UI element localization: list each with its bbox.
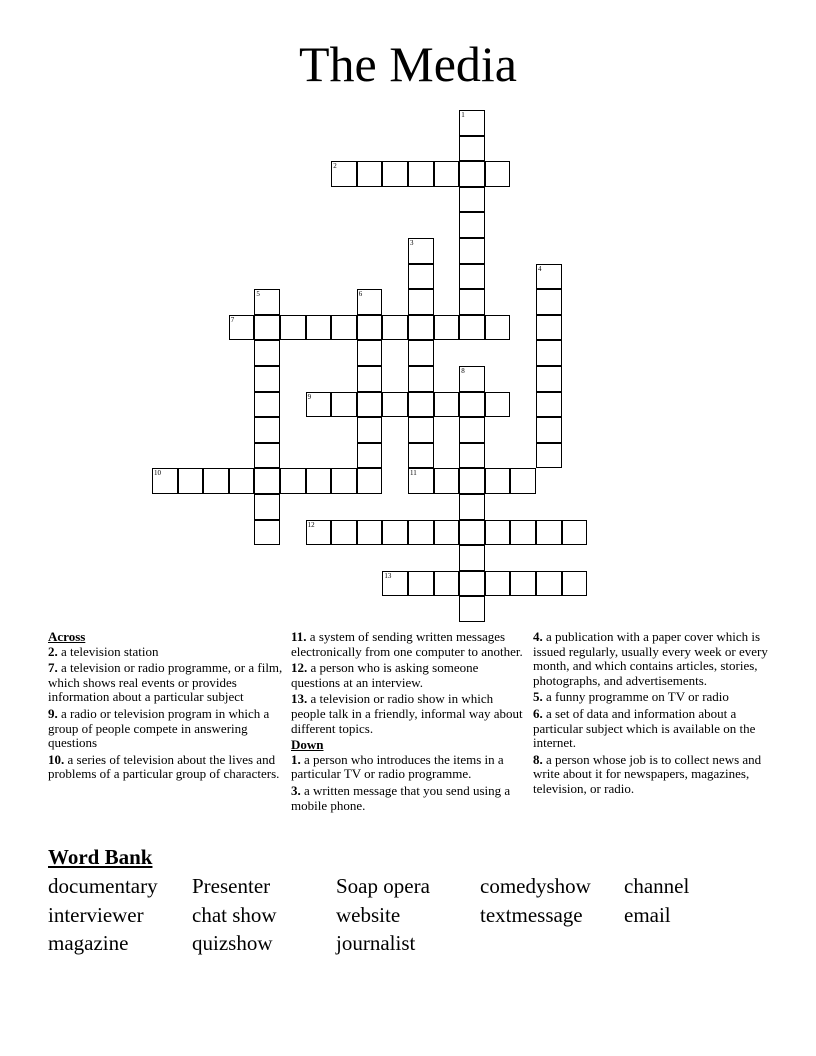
grid-cell[interactable] (459, 366, 485, 392)
clue-across-11: 11. a system of sending written messages electronically from one computer to another. (291, 629, 523, 659)
grid-cell[interactable] (408, 417, 434, 443)
grid-cell[interactable] (408, 340, 434, 366)
grid-cell[interactable] (357, 417, 383, 443)
grid-cell[interactable] (459, 315, 485, 341)
grid-cell[interactable] (254, 417, 280, 443)
grid-cell[interactable] (408, 520, 434, 546)
clue-across-12: 12. a person who is asking someone questions at an interview. (291, 660, 479, 690)
grid-cell[interactable] (408, 392, 434, 418)
clue-number: 11 (410, 469, 417, 478)
grid-cell[interactable] (306, 315, 332, 341)
clue-across-2: 2. a television station (48, 643, 159, 659)
word-bank-item: textmessage (480, 903, 583, 927)
grid-cell[interactable] (459, 212, 485, 238)
grid-cell[interactable] (357, 520, 383, 546)
grid-cell[interactable] (382, 520, 408, 546)
grid-cell[interactable] (229, 468, 255, 494)
clue-number: 4 (538, 264, 542, 273)
clue-across-7: 7. a television or radio programme, or a film, which shows real events or provides information about a particular subject (48, 660, 283, 705)
word-bank-item: Presenter (192, 874, 271, 898)
grid-cell[interactable] (408, 289, 434, 315)
grid-cell[interactable] (254, 520, 280, 546)
grid-cell[interactable] (459, 571, 485, 597)
grid-cell[interactable] (254, 443, 280, 469)
grid-cell[interactable] (331, 161, 357, 187)
grid-cell[interactable] (536, 340, 562, 366)
grid-cell[interactable] (459, 392, 485, 418)
grid-cell[interactable] (562, 520, 588, 546)
grid-cell[interactable] (331, 520, 357, 546)
grid-cell[interactable] (485, 315, 511, 341)
grid-cell[interactable] (229, 315, 255, 341)
word-bank-item: magazine (48, 931, 129, 955)
grid-cell[interactable] (254, 289, 280, 315)
clue-down-5: 5. a funny programme on TV or radio (533, 689, 729, 705)
grid-cell[interactable] (280, 315, 306, 341)
clue-across-10: 10. a series of television about the lives and problems of a particular group of characters. (48, 751, 280, 782)
grid-cell[interactable] (536, 315, 562, 341)
clues-column-2 (291, 630, 527, 815)
grid-cell[interactable] (357, 161, 383, 187)
grid-cell[interactable] (434, 571, 460, 597)
down-header: Down (291, 737, 324, 753)
grid-cell[interactable] (254, 468, 280, 494)
grid-cell[interactable] (459, 136, 485, 162)
grid-cell[interactable] (459, 443, 485, 469)
clue-number: 12 (307, 520, 315, 529)
grid-cell[interactable] (280, 468, 306, 494)
grid-cell[interactable] (357, 366, 383, 392)
grid-cell[interactable] (382, 161, 408, 187)
grid-cell[interactable] (485, 571, 511, 597)
grid-cell[interactable] (510, 468, 536, 494)
grid-cell[interactable] (459, 520, 485, 546)
grid-cell[interactable] (357, 340, 383, 366)
clues-column-1 (48, 630, 284, 784)
word-bank-item: chat show (192, 903, 277, 927)
grid-cell[interactable] (485, 392, 511, 418)
grid-cell[interactable] (510, 520, 536, 546)
clue-down-3: 3. a written message that you send using a mobile phone. (291, 782, 511, 813)
word-bank-item: quizshow (192, 931, 273, 955)
grid-cell[interactable] (357, 315, 383, 341)
word-bank-item: documentary (48, 874, 158, 898)
grid-cell[interactable] (408, 264, 434, 290)
grid-cell[interactable] (459, 417, 485, 443)
grid-cell[interactable] (434, 520, 460, 546)
grid-cell[interactable] (254, 340, 280, 366)
grid-cell[interactable] (459, 264, 485, 290)
grid-cell[interactable] (459, 161, 485, 187)
grid-cell[interactable] (408, 366, 434, 392)
grid-cell[interactable] (178, 468, 204, 494)
word-bank-item: website (336, 903, 401, 927)
clue-down-8: 8. a person whose job is to collect news and write about it for newspapers, magazines, television, or radio. (533, 751, 762, 796)
word-bank-item: email (624, 903, 671, 927)
grid-cell[interactable] (510, 571, 536, 597)
grid-cell[interactable] (408, 468, 434, 494)
clue-across-9: 9. a radio or television program in which a group of people compete in answering questions (48, 705, 270, 751)
grid-cell[interactable] (331, 392, 357, 418)
grid-cell[interactable] (408, 571, 434, 597)
grid-cell[interactable] (485, 161, 511, 187)
clue-number: 9 (307, 392, 312, 401)
word-bank-title: Word Bank (48, 845, 153, 869)
grid-cell[interactable] (536, 392, 562, 418)
clue-down-6: 6. a set of data and information about a particular subject which is available on the internet. (533, 705, 756, 751)
grid-cell[interactable] (254, 494, 280, 520)
grid-cell[interactable] (536, 264, 562, 290)
grid-cell[interactable] (459, 596, 485, 622)
grid-cell[interactable] (536, 366, 562, 392)
grid-cell[interactable] (434, 392, 460, 418)
grid-cell[interactable] (459, 238, 485, 264)
grid-cell[interactable] (254, 315, 280, 341)
clue-number: 1 (461, 111, 465, 119)
grid-cell[interactable] (536, 571, 562, 597)
grid-cell[interactable] (459, 289, 485, 315)
grid-cell[interactable] (459, 545, 485, 571)
grid-cell[interactable] (536, 520, 562, 546)
grid-cell[interactable] (434, 161, 460, 187)
grid-cell[interactable] (382, 315, 408, 341)
grid-cell[interactable] (254, 392, 280, 418)
clue-number: 7 (230, 315, 235, 324)
grid-cell[interactable] (434, 468, 460, 494)
clue-number: 6 (358, 290, 363, 299)
grid-cell[interactable] (408, 161, 434, 187)
grid-cell[interactable] (306, 520, 332, 546)
grid-cell[interactable] (306, 468, 332, 494)
grid-cell[interactable] (459, 468, 485, 494)
grid-cell[interactable] (331, 315, 357, 341)
clue-number: 2 (333, 162, 337, 171)
clue-across-13: 13. a television or radio show in which people talk in a friendly, informal way about different topics. (291, 691, 523, 736)
grid-cell[interactable] (382, 571, 408, 597)
clue-number: 10 (154, 469, 161, 478)
grid-cell[interactable] (357, 392, 383, 418)
clue-number: 5 (256, 290, 260, 299)
word-bank-item: channel (624, 874, 690, 898)
across-header: Across (48, 629, 86, 644)
grid-cell[interactable] (485, 468, 511, 494)
clue-number: 8 (461, 367, 465, 375)
grid-cell[interactable] (152, 468, 178, 494)
grid-cell[interactable] (434, 315, 460, 341)
clue-down-4: 4. a publication with a paper cover which is issued regularly, usually every week or every month, and which contains articles, stories, photographs, and advertisements. (533, 629, 768, 688)
grid-cell[interactable] (357, 468, 383, 494)
page-title: The Media (299, 36, 517, 92)
clue-number: 3 (410, 239, 414, 247)
clue-number: 13 (384, 571, 392, 580)
clue-down-1: 1. a person who introduces the items in a particular TV or radio programme. (291, 751, 504, 782)
grid-cell[interactable] (408, 443, 434, 469)
grid-cell[interactable] (254, 366, 280, 392)
grid-cell[interactable] (331, 468, 357, 494)
grid-cell[interactable] (536, 289, 562, 315)
grid-cell[interactable] (203, 468, 229, 494)
grid-cell[interactable] (562, 571, 588, 597)
grid-cell[interactable] (459, 494, 485, 520)
grid-cell[interactable] (357, 289, 383, 315)
grid-cell[interactable] (382, 392, 408, 418)
grid-cell[interactable] (459, 110, 485, 136)
grid-cell[interactable] (357, 443, 383, 469)
grid-cell[interactable] (408, 238, 434, 264)
clues-column-3 (533, 630, 769, 799)
grid-cell[interactable] (536, 443, 562, 469)
word-bank-item: journalist (336, 931, 416, 955)
grid-cell[interactable] (408, 315, 434, 341)
grid-cell[interactable] (536, 417, 562, 443)
word-bank-item: comedyshow (480, 874, 591, 898)
grid-cell[interactable] (459, 187, 485, 213)
grid-cell[interactable] (306, 392, 332, 418)
grid-cell[interactable] (485, 520, 511, 546)
word-bank-item: interviewer (48, 903, 144, 927)
word-bank-item: Soap opera (336, 874, 430, 898)
